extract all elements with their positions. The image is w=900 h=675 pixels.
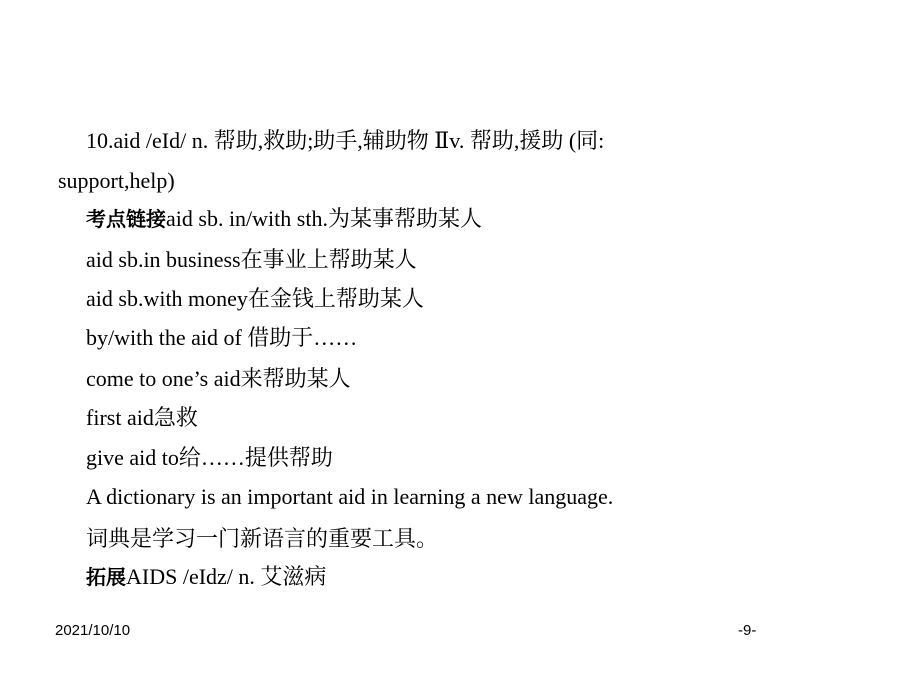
phrase-item: come to one’s aid来帮助某人: [86, 366, 351, 391]
entry-headword-continuation: support,help): [58, 168, 175, 193]
extension-text: AIDS /eIdz/ n. 艾滋病: [126, 564, 327, 589]
phrase-item: aid sb.with money在金钱上帮助某人: [86, 286, 424, 311]
footer-date: 2021/10/10: [55, 622, 131, 639]
exam-link-line: [86, 204, 482, 234]
extension-tag: 拓展: [86, 565, 126, 589]
entry-headword-line: 10.aid /eId/ n. 帮助,救助;助手,辅助物 Ⅱv. 帮助,援助 (同:: [86, 128, 605, 153]
example-sentence-zh: 词典是学习一门新语言的重要工具。: [86, 526, 439, 551]
phrase-item: give aid to给……提供帮助: [86, 445, 333, 470]
exam-link-tag: 考点链接: [86, 207, 166, 231]
extension-line: [86, 562, 326, 592]
page-number: -9-: [738, 622, 757, 639]
exam-link-text: aid sb. in/with sth.为某事帮助某人: [166, 206, 482, 231]
phrase-item: first aid急救: [86, 405, 198, 430]
phrase-item: by/with the aid of 借助于……: [86, 325, 358, 350]
example-sentence-en: A dictionary is an important aid in learning a new language.: [86, 484, 614, 509]
phrase-item: aid sb.in business在事业上帮助某人: [86, 247, 417, 272]
